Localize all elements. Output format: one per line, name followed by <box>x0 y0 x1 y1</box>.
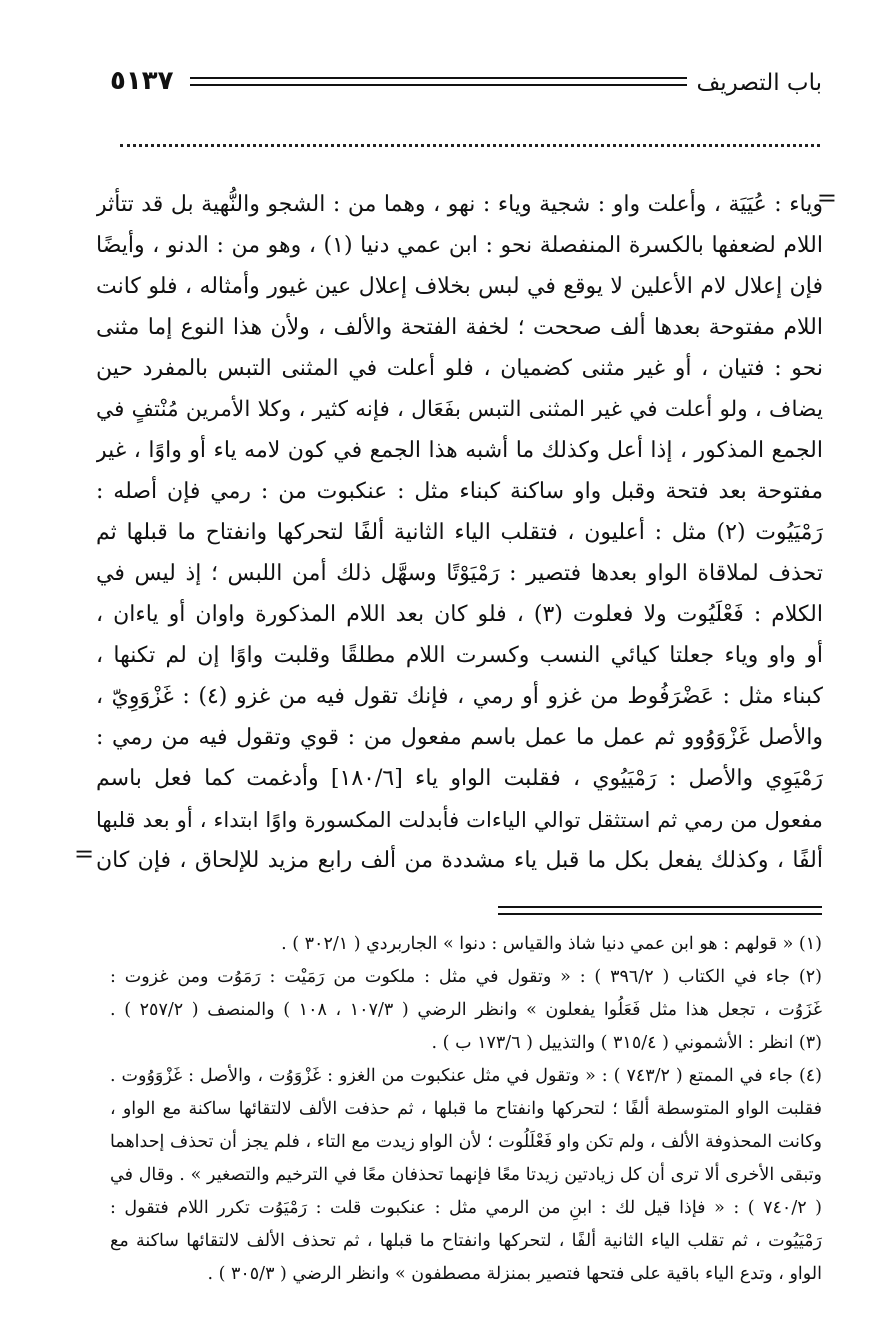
text-line: مفتوحة بعد فتحة وقبل واو ساكنة كبناء مثل : عنكبوت من : رمي فإن أصله : <box>96 479 823 504</box>
footnote-lines <box>110 928 822 1291</box>
continuation-mark-start: = <box>816 184 837 212</box>
footnote-line: (٣) انظر : الأشموني ( ٣١٥/٤ ) والتذييل ( ١٧٣/٦ ب ) . <box>431 1033 822 1053</box>
text-line: اللام لضعفها بالكسرة المنفصلة نحو : ابن عمي دنيا (١) ، وهو من : الدنو ، وأيضًا <box>96 233 823 258</box>
chapter-title: باب التصريف <box>696 70 822 96</box>
text-line: نحو : فتيان ، أو غير مثنى كضميان ، فلو أعلت في المثنى التبس بالمفرد حين <box>96 356 823 381</box>
continuation-mark-end: = <box>74 840 95 868</box>
text-line: الكلام : فَعْلَيُوت ولا فعلوت (٣) ، فلو كان بعد اللام المذكورة واوان أو ياءان ، <box>96 602 823 627</box>
footnotes <box>110 928 822 1291</box>
text-line: رَمْيَيُوت (٢) مثل : أعليون ، فتقلب الياء الثانية ألفًا لتحركها وانفتاح ما قبلها ثم <box>96 520 823 545</box>
dotted-separator <box>120 144 820 147</box>
footnote-line: وكانت المحذوفة الألف ، ولم تكن واو فَعْلَلُوت ؛ لأن الواو زيدت مع التاء ، فلم يجز أن تحذف إحداهما <box>110 1132 822 1152</box>
footnote-separator <box>498 906 822 915</box>
footnote-line: (١) « قولهم : هو ابن عمي دنيا شاذ والقياس : دنوا » الجاربردي ( ٣٠٢/١ ) . <box>281 934 822 954</box>
footnote-line: فقلبت الواو المتوسطة ألفًا ؛ لتحركها وانفتاح ما قبلها ، ثم حذفت الألف لالتقائها ساكنة مع الواو ، <box>110 1099 822 1119</box>
footnote-line: رَمْيَيُوت ، ثم تقلب الياء الثانية ألفًا ، لتحركها وانفتاح ما قبلها ، ثم تحذف الألف لالتقائها ساكنة مع <box>110 1231 822 1251</box>
main-text-lines <box>96 184 823 881</box>
footnote-line: ( ٧٤٠/٢ ) : « فإذا قيل لك : ابنِ من الرمي مثل : عنكبوت قلت : رَمْيَوُت تكرر اللام فتقول : <box>110 1198 822 1218</box>
text-line: ألفًا ، وكذلك يفعل بكل ما قبل ياء مشددة من ألف رابع مزيد للإلحاق ، فإن كان <box>96 848 823 873</box>
page-number: ٥١٣٧ <box>110 66 174 96</box>
page-header <box>110 64 822 104</box>
text-line: فإن إعلال لام الأعلين لا يوقع في لبس بخلاف إعلال عين غيور وأمثاله ، فلو كانت <box>96 274 823 299</box>
text-line: مفعول من رمي ثم استثقل توالي الياءات فأبدلت المكسورة واوًا ابتداء ، أو بعد قلبها <box>96 807 823 832</box>
main-text <box>74 184 837 881</box>
footnote-line: (٤) جاء في الممتع ( ٧٤٣/٢ ) : « وتقول في مثل عنكبوت من الغزو : غَزْوَوُت ، والأصل : غَزْوَوُوت . <box>110 1066 822 1086</box>
footnote-line: (٢) جاء في الكتاب ( ٣٩٦/٢ ) : « وتقول في مثل : ملكوت من رَمَيْت : رَمَوُت ومن غزوت : <box>110 967 822 987</box>
text-line: تحذف لملاقاة الواو بعدها فتصير : رَمْيَوْتًا وسهَّل ذلك أمن اللبس ؛ إذ ليس في <box>96 561 823 586</box>
text-line: وياء : عُيَيَة ، وأعلت واو : شجية وياء : نهو ، وهما من : الشجو والنُّهية بل قد تتأثر <box>96 192 823 217</box>
footnote-line: الواو ، وتدع الياء باقية على فتحها فتصير بمنزلة مصطفون » وانظر الرضي ( ٣٠٥/٣ ) . <box>207 1264 822 1284</box>
text-line: الجمع المذكور ، إذا أعل وكذلك ما أشبه هذا الجمع في كون لامه ياء أو واوًا ، غير <box>96 438 823 463</box>
text-line: رَمْيَوِي والأصل : رَمْيَيُوي ، فقلبت الواو ياء [١٨٠/٦] وأدغمت كما فعل باسم <box>96 766 823 791</box>
text-line: اللام مفتوحة بعدها ألف صححت ؛ لخفة الفتحة والألف ، ولأن هذا النوع إما مثنى <box>96 315 823 340</box>
footnote-line: وتبقى الأخرى ألا ترى أن كل زيادتين زيدتا معًا فإنهما تحذفان معًا في الترخيم والتصغير » . وقال في <box>110 1165 822 1185</box>
text-line: يضاف ، ولو أعلت في غير المثنى التبس بفَعَال ، فإنه كثير ، وكلا الأمرين مُنْتفٍ في <box>96 397 823 422</box>
footnote-line: غَزَوُت ، تجعل هذا مثل فَعَلُوا يفعلون » وانظر الرضي ( ١٠٧/٣ ، ١٠٨ ) والمنصف ( ٢٥٧/٢ ) . <box>110 1000 822 1020</box>
header-double-rule <box>190 77 687 86</box>
text-line: كبناء مثل : عَضْرَفُوط من غزو أو رمي ، فإنك تقول فيه من غزو (٤) : غَزْوَوِيّ ، <box>96 684 823 709</box>
text-line: والأصل غَزْوَوُوو ثم عمل ما عمل باسم مفعول من : قوي وتقول فيه من رمي : <box>96 725 823 750</box>
text-line: أو واو وياء جعلتا كيائي النسب وكسرت اللام مطلقًا وقلبت واوًا إن لم تكنها ، <box>96 643 823 668</box>
